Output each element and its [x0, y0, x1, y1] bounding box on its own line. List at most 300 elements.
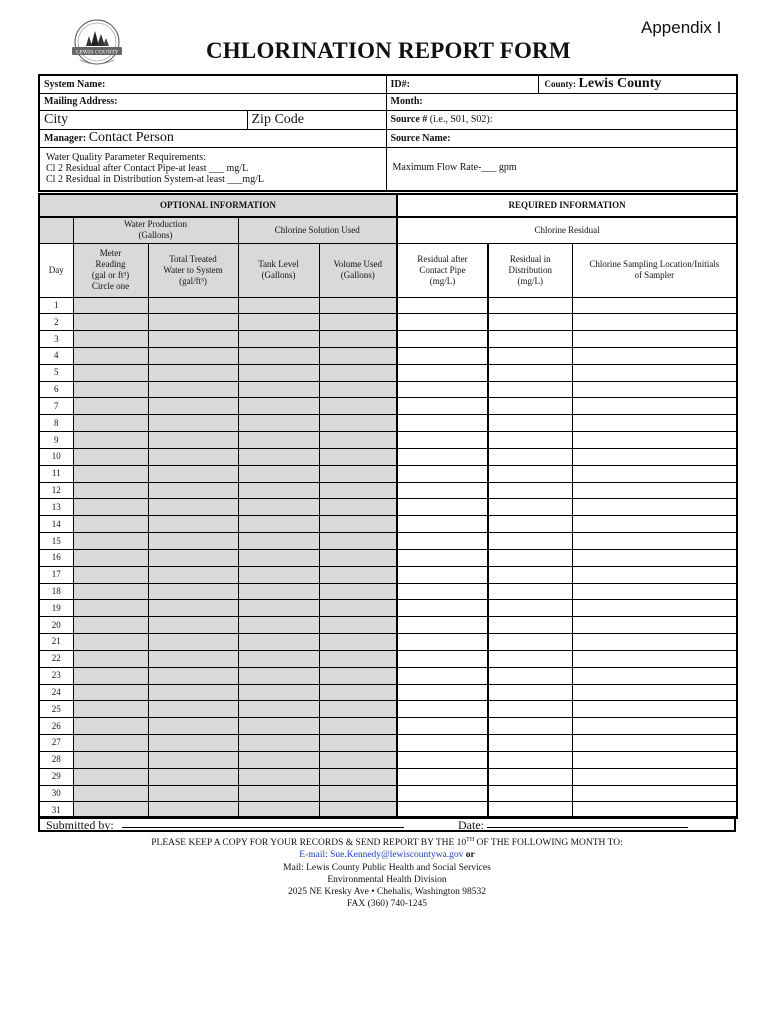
meter-reading-cell[interactable]	[73, 533, 148, 550]
month-field[interactable]	[386, 93, 737, 110]
tank-level-cell[interactable]	[238, 684, 319, 701]
table-row	[39, 482, 737, 499]
total-treated-cell[interactable]	[148, 735, 238, 752]
source-number-hint: (i.e., S01, S02):	[429, 114, 493, 125]
day-number: 12	[39, 482, 73, 499]
table-row	[39, 684, 737, 701]
total-treated-cell[interactable]	[148, 650, 238, 667]
meter-reading-cell[interactable]	[73, 583, 148, 600]
tank-level-cell[interactable]	[238, 482, 319, 499]
day-number: 25	[39, 701, 73, 718]
residual-distribution-cell[interactable]	[488, 297, 572, 314]
residual-distribution-cell[interactable]	[488, 499, 572, 516]
sampling-location-cell[interactable]	[572, 516, 737, 533]
manager-value: Contact Person	[88, 130, 174, 145]
tank-level-cell[interactable]	[238, 347, 319, 364]
volume-used-cell[interactable]	[319, 465, 397, 482]
col-residual-after-contact: Residual after Contact Pipe (mg/L)	[397, 243, 488, 297]
total-treated-cell[interactable]	[148, 347, 238, 364]
tank-level-cell[interactable]	[238, 735, 319, 752]
tank-level-cell[interactable]	[238, 768, 319, 785]
col-tank-level: Tank Level (Gallons)	[238, 243, 319, 297]
volume-used-cell[interactable]	[319, 768, 397, 785]
residual-distribution-cell[interactable]	[488, 718, 572, 735]
city-placeholder: City	[44, 111, 69, 127]
residual-after-contact-cell[interactable]	[397, 768, 488, 785]
max-flow-rate[interactable]	[386, 147, 737, 191]
residual-distribution-cell[interactable]	[488, 415, 572, 432]
tank-level-cell[interactable]	[238, 297, 319, 314]
submitted-by-line[interactable]	[122, 827, 404, 828]
zip-code-field[interactable]	[247, 110, 386, 129]
tank-level-cell[interactable]	[238, 516, 319, 533]
tank-level-cell[interactable]	[238, 634, 319, 651]
tank-level-cell[interactable]	[238, 415, 319, 432]
volume-used-cell[interactable]	[319, 297, 397, 314]
volume-used-cell[interactable]	[319, 785, 397, 802]
residual-after-contact-cell[interactable]	[397, 314, 488, 331]
table-row	[39, 297, 737, 314]
meter-reading-cell[interactable]	[73, 751, 148, 768]
required-information-header: REQUIRED INFORMATION	[397, 194, 737, 217]
day-number: 3	[39, 331, 73, 348]
sampling-location-cell[interactable]	[572, 499, 737, 516]
residual-after-contact-cell[interactable]	[397, 516, 488, 533]
meter-reading-cell[interactable]	[73, 650, 148, 667]
day-number: 27	[39, 735, 73, 752]
residual-distribution-cell[interactable]	[488, 516, 572, 533]
day-number: 28	[39, 751, 73, 768]
sampling-location-cell[interactable]	[572, 600, 737, 617]
residual-distribution-cell[interactable]	[488, 566, 572, 583]
residual-distribution-requirement[interactable]: Cl 2 Residual in Distribution System-at least ___mg/L	[46, 174, 265, 186]
meter-reading-cell[interactable]	[73, 768, 148, 785]
sampling-location-cell[interactable]	[572, 583, 737, 600]
residual-after-contact-cell[interactable]	[397, 364, 488, 381]
residual-distribution-cell[interactable]	[488, 735, 572, 752]
day-number: 9	[39, 432, 73, 449]
residual-after-contact-cell[interactable]	[397, 701, 488, 718]
volume-used-cell[interactable]	[319, 735, 397, 752]
total-treated-cell[interactable]	[148, 533, 238, 550]
meter-reading-cell[interactable]	[73, 465, 148, 482]
volume-used-cell[interactable]	[319, 347, 397, 364]
tank-level-cell[interactable]	[238, 718, 319, 735]
day-number: 23	[39, 667, 73, 684]
page-title: CHLORINATION REPORT FORM	[206, 38, 571, 63]
residual-distribution-cell[interactable]	[488, 701, 572, 718]
table-row	[39, 667, 737, 684]
volume-used-cell[interactable]	[319, 751, 397, 768]
sampling-location-cell[interactable]	[572, 331, 737, 348]
residual-after-contact-cell[interactable]	[397, 684, 488, 701]
sampling-location-cell[interactable]	[572, 415, 737, 432]
total-treated-cell[interactable]	[148, 331, 238, 348]
volume-used-cell[interactable]	[319, 448, 397, 465]
residual-after-contact-cell[interactable]	[397, 482, 488, 499]
tank-level-cell[interactable]	[238, 432, 319, 449]
sampling-location-cell[interactable]	[572, 701, 737, 718]
volume-used-cell[interactable]	[319, 634, 397, 651]
table-row	[39, 549, 737, 566]
id-label: ID#:	[390, 78, 410, 90]
residual-after-contact-cell[interactable]	[397, 347, 488, 364]
sampling-location-cell[interactable]	[572, 432, 737, 449]
volume-used-cell[interactable]	[319, 533, 397, 550]
table-row	[39, 768, 737, 785]
table-row	[39, 650, 737, 667]
system-name-field[interactable]	[39, 75, 386, 93]
table-row	[39, 566, 737, 583]
day-number: 4	[39, 347, 73, 364]
residual-distribution-cell[interactable]	[488, 617, 572, 634]
source-name-label: Source Name:	[390, 132, 451, 144]
table-row	[39, 314, 737, 331]
total-treated-cell[interactable]	[148, 583, 238, 600]
residual-distribution-cell[interactable]	[488, 381, 572, 398]
sampling-location-cell[interactable]	[572, 735, 737, 752]
sampling-location-cell[interactable]	[572, 347, 737, 364]
residual-after-contact-cell[interactable]	[397, 415, 488, 432]
sampling-location-cell[interactable]	[572, 566, 737, 583]
meter-reading-cell[interactable]	[73, 516, 148, 533]
residual-distribution-cell[interactable]	[488, 314, 572, 331]
tank-level-cell[interactable]	[238, 785, 319, 802]
meter-reading-cell[interactable]	[73, 566, 148, 583]
col-meter-reading: Meter Reading (gal or ft³) Circle one	[73, 243, 148, 297]
total-treated-cell[interactable]	[148, 448, 238, 465]
col-sampling-location: Chlorine Sampling Location/Initials of Sampler	[572, 243, 737, 297]
tank-level-cell[interactable]	[238, 667, 319, 684]
sampling-location-cell[interactable]	[572, 297, 737, 314]
volume-used-cell[interactable]	[319, 516, 397, 533]
meter-reading-cell[interactable]	[73, 667, 148, 684]
residual-after-contact-cell[interactable]	[397, 331, 488, 348]
total-treated-cell[interactable]	[148, 364, 238, 381]
sampling-location-cell[interactable]	[572, 549, 737, 566]
residual-distribution-cell[interactable]	[488, 549, 572, 566]
meter-reading-cell[interactable]	[73, 432, 148, 449]
day-number: 15	[39, 533, 73, 550]
volume-used-cell[interactable]	[319, 566, 397, 583]
total-treated-cell[interactable]	[148, 701, 238, 718]
total-treated-cell[interactable]	[148, 297, 238, 314]
tank-level-cell[interactable]	[238, 617, 319, 634]
residual-distribution-cell[interactable]	[488, 398, 572, 415]
source-number-field[interactable]	[386, 110, 737, 129]
date-label: Date:	[458, 818, 484, 832]
day-number: 21	[39, 634, 73, 651]
county-field[interactable]	[538, 75, 737, 93]
table-row	[39, 701, 737, 718]
volume-used-cell[interactable]	[319, 432, 397, 449]
residual-after-contact-cell[interactable]	[397, 667, 488, 684]
volume-used-cell[interactable]	[319, 684, 397, 701]
residual-distribution-cell[interactable]	[488, 465, 572, 482]
residual-after-contact-cell[interactable]	[397, 297, 488, 314]
tank-level-cell[interactable]	[238, 751, 319, 768]
table-row	[39, 583, 737, 600]
sampling-location-cell[interactable]	[572, 533, 737, 550]
sampling-location-cell[interactable]	[572, 364, 737, 381]
residual-distribution-cell[interactable]	[488, 600, 572, 617]
meter-reading-cell[interactable]	[73, 398, 148, 415]
sampling-location-cell[interactable]	[572, 482, 737, 499]
tank-level-cell[interactable]	[238, 583, 319, 600]
table-row	[39, 533, 737, 550]
residual-distribution-cell[interactable]	[488, 432, 572, 449]
date-line[interactable]	[487, 827, 688, 828]
tank-level-cell[interactable]	[238, 364, 319, 381]
id-field[interactable]	[386, 75, 538, 93]
sampling-location-cell[interactable]	[572, 667, 737, 684]
city-field[interactable]	[39, 110, 247, 129]
residual-after-contact-cell[interactable]	[397, 533, 488, 550]
total-treated-cell[interactable]	[148, 667, 238, 684]
volume-used-cell[interactable]	[319, 482, 397, 499]
sampling-location-cell[interactable]	[572, 718, 737, 735]
tank-level-cell[interactable]	[238, 465, 319, 482]
residual-after-contact-cell[interactable]	[397, 718, 488, 735]
residual-distribution-cell[interactable]	[488, 533, 572, 550]
volume-used-cell[interactable]	[319, 549, 397, 566]
meter-reading-cell[interactable]	[73, 499, 148, 516]
residual-after-contact-cell[interactable]	[397, 634, 488, 651]
meter-reading-cell[interactable]	[73, 634, 148, 651]
total-treated-cell[interactable]	[148, 634, 238, 651]
residual-after-contact-cell[interactable]	[397, 381, 488, 398]
total-treated-cell[interactable]	[148, 684, 238, 701]
day-number: 17	[39, 566, 73, 583]
residual-distribution-cell[interactable]	[488, 768, 572, 785]
sampling-location-cell[interactable]	[572, 448, 737, 465]
residual-after-contact-cell[interactable]	[397, 448, 488, 465]
tank-level-cell[interactable]	[238, 448, 319, 465]
source-number-label: Source #	[390, 114, 428, 125]
mailing-address-label: Mailing Address:	[44, 96, 118, 107]
email-link[interactable]: E-mail: Sue.Kennedy@lewiscountywa.gov	[299, 850, 464, 861]
residual-distribution-cell[interactable]	[488, 482, 572, 499]
month-label: Month:	[390, 96, 423, 107]
residual-after-contact-cell[interactable]	[397, 398, 488, 415]
residual-after-contact-cell[interactable]	[397, 499, 488, 516]
residual-after-contact-cell[interactable]	[397, 465, 488, 482]
residual-after-contact-cell[interactable]	[397, 785, 488, 802]
residual-after-contact-requirement[interactable]: Cl 2 Residual after Contact Pipe-at least ___ mg/L	[46, 163, 249, 175]
residual-distribution-cell[interactable]	[488, 448, 572, 465]
day-number: 6	[39, 381, 73, 398]
total-treated-cell[interactable]	[148, 549, 238, 566]
table-row	[39, 516, 737, 533]
total-treated-cell[interactable]	[148, 432, 238, 449]
residual-distribution-cell[interactable]	[488, 331, 572, 348]
total-treated-cell[interactable]	[148, 381, 238, 398]
manager-label: Manager:	[44, 133, 87, 144]
residual-after-contact-cell[interactable]	[397, 549, 488, 566]
total-treated-cell[interactable]	[148, 785, 238, 802]
tank-level-cell[interactable]	[238, 549, 319, 566]
tank-level-cell[interactable]	[238, 314, 319, 331]
email-line: E-mail: Sue.Kennedy@lewiscountywa.gov or	[299, 850, 475, 861]
residual-distribution-cell[interactable]	[488, 347, 572, 364]
volume-used-cell[interactable]	[319, 381, 397, 398]
total-treated-cell[interactable]	[148, 566, 238, 583]
volume-used-cell[interactable]	[319, 364, 397, 381]
table-row	[39, 718, 737, 735]
day-number: 29	[39, 768, 73, 785]
volume-used-cell[interactable]	[319, 398, 397, 415]
residual-after-contact-cell[interactable]	[397, 735, 488, 752]
sampling-location-cell[interactable]	[572, 634, 737, 651]
residual-after-contact-cell[interactable]	[397, 617, 488, 634]
tank-level-cell[interactable]	[238, 600, 319, 617]
manager-field[interactable]	[39, 129, 386, 147]
volume-used-cell[interactable]	[319, 415, 397, 432]
col-residual-distribution: Residual in Distribution (mg/L)	[488, 243, 572, 297]
sampling-location-cell[interactable]	[572, 650, 737, 667]
day-number: 31	[39, 802, 73, 819]
total-treated-cell[interactable]	[148, 482, 238, 499]
residual-after-contact-cell[interactable]	[397, 566, 488, 583]
zip-placeholder: Zip Code	[251, 111, 304, 127]
meter-reading-cell[interactable]	[73, 549, 148, 566]
residual-distribution-cell[interactable]	[488, 583, 572, 600]
day-number: 1	[39, 297, 73, 314]
meter-reading-cell[interactable]	[73, 735, 148, 752]
meter-reading-cell[interactable]	[73, 600, 148, 617]
chlorination-log-table	[38, 193, 738, 819]
table-row	[39, 432, 737, 449]
day-number: 5	[39, 364, 73, 381]
svg-text:LEWIS COUNTY: LEWIS COUNTY	[75, 49, 119, 56]
sampling-location-cell[interactable]	[572, 768, 737, 785]
system-name-label: System Name:	[44, 78, 106, 90]
meter-reading-cell[interactable]	[73, 617, 148, 634]
meter-reading-cell[interactable]	[73, 331, 148, 348]
mail-line: Mail: Lewis County Public Health and Social Services	[283, 862, 491, 873]
day-number: 8	[39, 415, 73, 432]
source-name-field[interactable]	[386, 129, 737, 147]
total-treated-cell[interactable]	[148, 751, 238, 768]
total-treated-cell[interactable]	[148, 600, 238, 617]
tank-level-cell[interactable]	[238, 533, 319, 550]
volume-used-cell[interactable]	[319, 701, 397, 718]
tank-level-cell[interactable]	[238, 331, 319, 348]
sampling-location-cell[interactable]	[572, 785, 737, 802]
meter-reading-cell[interactable]	[73, 314, 148, 331]
sampling-location-cell[interactable]	[572, 465, 737, 482]
meter-reading-cell[interactable]	[73, 297, 148, 314]
meter-reading-cell[interactable]	[73, 415, 148, 432]
volume-used-cell[interactable]	[319, 718, 397, 735]
sampling-location-cell[interactable]	[572, 684, 737, 701]
meter-reading-cell[interactable]	[73, 718, 148, 735]
tank-level-cell[interactable]	[238, 566, 319, 583]
send-report-instruction: PLEASE KEEP A COPY FOR YOUR RECORDS & SEND REPORT BY THE 10TH OF THE FOLLOWING MONTH TO:	[151, 837, 623, 849]
meter-reading-cell[interactable]	[73, 448, 148, 465]
lewis-county-seal-logo	[66, 18, 128, 70]
day-number: 13	[39, 499, 73, 516]
sampling-location-cell[interactable]	[572, 617, 737, 634]
tank-level-cell[interactable]	[238, 398, 319, 415]
tank-level-cell[interactable]	[238, 650, 319, 667]
residual-distribution-cell[interactable]	[488, 751, 572, 768]
tank-level-cell[interactable]	[238, 381, 319, 398]
residual-distribution-cell[interactable]	[488, 667, 572, 684]
residual-distribution-cell[interactable]	[488, 364, 572, 381]
tank-level-cell[interactable]	[238, 701, 319, 718]
optional-information-header: OPTIONAL INFORMATION	[39, 194, 397, 217]
total-treated-cell[interactable]	[148, 398, 238, 415]
day-number: 20	[39, 617, 73, 634]
volume-used-cell[interactable]	[319, 583, 397, 600]
sampling-location-cell[interactable]	[572, 314, 737, 331]
day-group-cell	[39, 217, 73, 243]
total-treated-cell[interactable]	[148, 768, 238, 785]
table-row	[39, 499, 737, 516]
volume-used-cell[interactable]	[319, 331, 397, 348]
sampling-location-cell[interactable]	[572, 381, 737, 398]
day-number: 19	[39, 600, 73, 617]
total-treated-cell[interactable]	[148, 499, 238, 516]
meter-reading-cell[interactable]	[73, 701, 148, 718]
meter-reading-cell[interactable]	[73, 482, 148, 499]
table-row	[39, 465, 737, 482]
total-treated-cell[interactable]	[148, 465, 238, 482]
volume-used-cell[interactable]	[319, 499, 397, 516]
chlorine-residual-group: Chlorine Residual	[397, 217, 737, 243]
meter-reading-cell[interactable]	[73, 381, 148, 398]
total-treated-cell[interactable]	[148, 415, 238, 432]
meter-reading-cell[interactable]	[73, 684, 148, 701]
volume-used-cell[interactable]	[319, 314, 397, 331]
total-treated-cell[interactable]	[148, 314, 238, 331]
county-label: County:	[544, 79, 577, 90]
residual-after-contact-cell[interactable]	[397, 600, 488, 617]
residual-after-contact-cell[interactable]	[397, 432, 488, 449]
sampling-location-cell[interactable]	[572, 751, 737, 768]
residual-after-contact-cell[interactable]	[397, 751, 488, 768]
table-row	[39, 347, 737, 364]
meter-reading-cell[interactable]	[73, 785, 148, 802]
residual-distribution-cell[interactable]	[488, 650, 572, 667]
total-treated-cell[interactable]	[148, 718, 238, 735]
sampling-location-cell[interactable]	[572, 398, 737, 415]
table-row	[39, 600, 737, 617]
meter-reading-cell[interactable]	[73, 364, 148, 381]
residual-distribution-cell[interactable]	[488, 634, 572, 651]
day-number: 18	[39, 583, 73, 600]
mailing-address-field[interactable]	[39, 93, 386, 110]
day-number: 11	[39, 465, 73, 482]
table-row	[39, 735, 737, 752]
residual-distribution-cell[interactable]	[488, 684, 572, 701]
table-row	[39, 415, 737, 432]
volume-used-cell[interactable]	[319, 617, 397, 634]
volume-used-cell[interactable]	[319, 667, 397, 684]
residual-after-contact-cell[interactable]	[397, 650, 488, 667]
residual-after-contact-cell[interactable]	[397, 583, 488, 600]
tank-level-cell[interactable]	[238, 499, 319, 516]
volume-used-cell[interactable]	[319, 650, 397, 667]
division-line: Environmental Health Division	[327, 874, 447, 885]
volume-used-cell[interactable]	[319, 600, 397, 617]
total-treated-cell[interactable]	[148, 617, 238, 634]
total-treated-cell[interactable]	[148, 516, 238, 533]
meter-reading-cell[interactable]	[73, 347, 148, 364]
residual-distribution-cell[interactable]	[488, 785, 572, 802]
col-total-treated: Total Treated Water to System (gal/ft³)	[148, 243, 238, 297]
